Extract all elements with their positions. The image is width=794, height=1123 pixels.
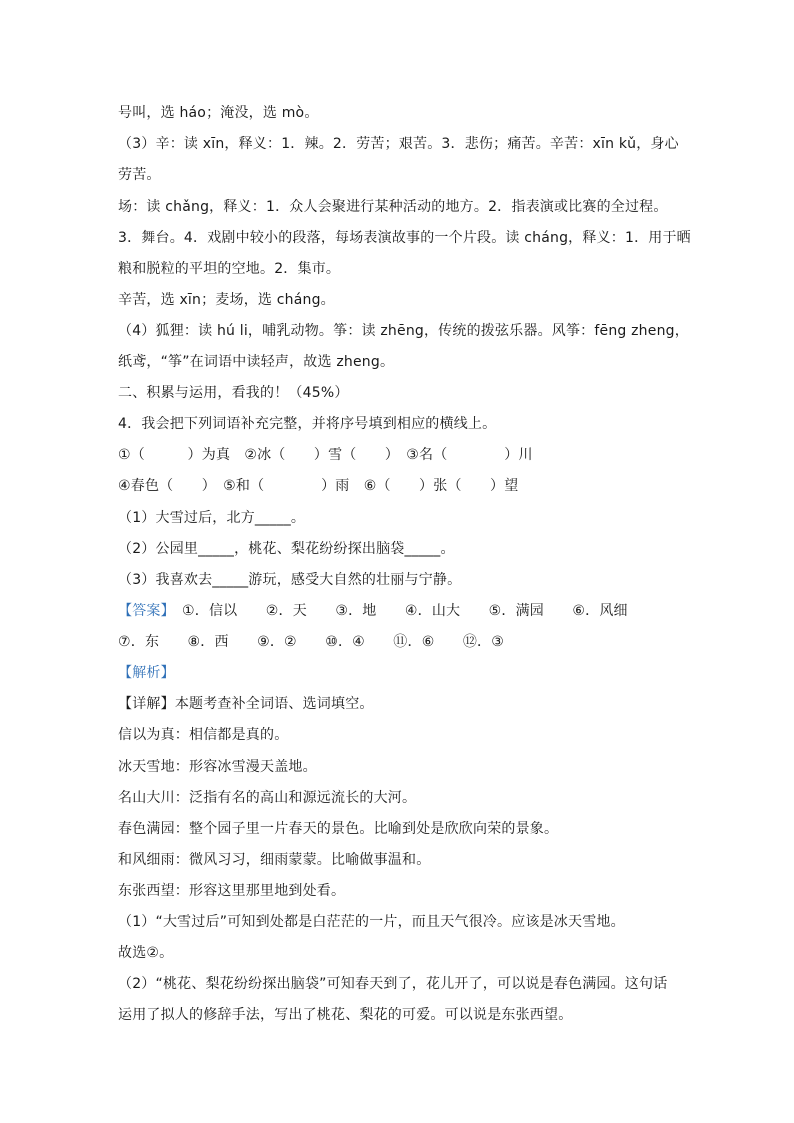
detail-label: 【详解】 bbox=[118, 696, 175, 712]
text-line: （4）狐狸：读 hú li，哺乳动物。筝：读 zhēng，传统的拨弦乐器。风筝：fēng zheng， bbox=[118, 323, 689, 339]
section-heading: 二、积累与运用，看我的！（45%） bbox=[118, 385, 349, 401]
explanation-line: 信以为真：相信都是真的。 bbox=[118, 727, 289, 743]
text-line: 辛苦，选 xīn；麦场，选 cháng。 bbox=[118, 292, 335, 308]
fill-blank-2: （2）公园里_____，桃花、梨花纷纷探出脑袋_____。 bbox=[118, 541, 455, 557]
explanation-line: 冰天雪地：形容冰雪漫天盖地。 bbox=[118, 759, 317, 775]
explanation-line: 故选②。 bbox=[118, 945, 174, 961]
analysis-label: 【解析】 bbox=[118, 665, 175, 681]
text-line: （3）辛：读 xīn，释义：1．辣。2．劳苦；艰苦。3．悲伤；痛苦。辛苦：xīn kǔ，身心 bbox=[118, 136, 679, 152]
explanation-line: 和风细雨：微风习习，细雨蒙蒙。比喻做事温和。 bbox=[118, 852, 431, 868]
explanation-line: 运用了拟人的修辞手法，写出了桃花、梨花的可爱。可以说是东张西望。 bbox=[118, 1007, 573, 1023]
text-line: 场：读 chǎng，释义：1．众人会聚进行某种活动的地方。2．指表演或比赛的全过程。 bbox=[118, 199, 668, 215]
text-line: 号叫，选 háo；淹没，选 mò。 bbox=[118, 105, 319, 121]
answer-row-1 bbox=[118, 601, 628, 621]
detail-text: 本题考查补全词语、选词填空。 bbox=[174, 696, 374, 712]
answer-values-2: ⑦．东 ⑧．西 ⑨．② ⑩．④ ⑪．⑥ ⑫．③ bbox=[118, 634, 505, 650]
text-line: 3．舞台。4．戏剧中较小的段落，每场表演故事的一个片段。读 cháng，释义：1．用于晒 bbox=[118, 230, 691, 246]
text-line: 纸鸢，“筝”在词语中读轻声，故选 zheng。 bbox=[118, 354, 395, 370]
question-title: 4．我会把下列词语补充完整，并将序号填到相应的横线上。 bbox=[118, 416, 497, 432]
answer-values-1: ①．信以 ②．天 ③．地 ④．山大 ⑤．满园 ⑥．风细 bbox=[167, 603, 628, 619]
fill-blank-1: （1）大雪过后，北方_____。 bbox=[118, 510, 306, 526]
word-options-row-2: ④春色（ ） ⑤和（ ）雨 ⑥（ ）张（ ）望 bbox=[118, 478, 519, 494]
text-line: 粮和脱粒的平坦的空地。2．集市。 bbox=[118, 261, 341, 277]
explanation-line: 名山大川：泛指有名的高山和源远流长的大河。 bbox=[118, 790, 417, 806]
fill-blank-3: （3）我喜欢去_____游玩，感受大自然的壮丽与宁静。 bbox=[118, 572, 462, 588]
explanation-line: （1）“大雪过后”可知到处都是白茫茫的一片，而且天气很冷。应该是冰天雪地。 bbox=[118, 914, 625, 930]
explanation-line: 东张西望：形容这里那里地到处看。 bbox=[118, 883, 346, 899]
detail-line bbox=[118, 694, 374, 714]
explanation-line: （2）“桃花、梨花纷纷探出脑袋”可知春天到了，花儿开了，可以说是春色满园。这句话 bbox=[118, 976, 668, 992]
word-options-row-1: ①（ ）为真 ②冰（ ）雪（ ） ③名（ ）川 bbox=[118, 447, 533, 463]
answer-label: 【答案】 bbox=[118, 603, 168, 619]
explanation-line: 春色满园：整个园子里一片春天的景色。比喻到处是欣欣向荣的景象。 bbox=[118, 821, 559, 837]
text-line: 劳苦。 bbox=[118, 167, 161, 183]
